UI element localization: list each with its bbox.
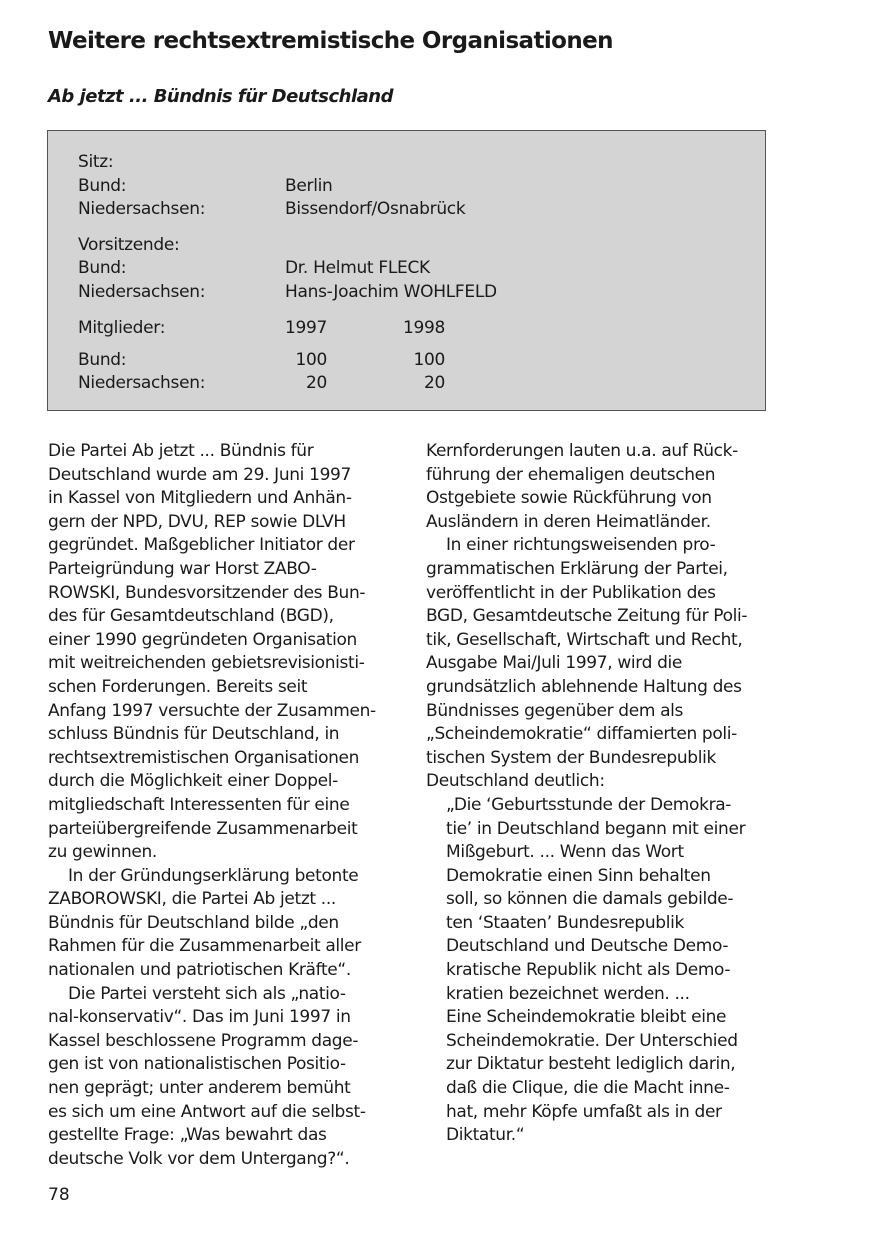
text-line: Kernforderungen lauten u.a. auf Rück- <box>426 441 738 461</box>
text-line: Bündnisses gegenüber dem als <box>426 700 684 721</box>
mg-nds-label: Niedersachsen: <box>78 373 206 393</box>
body-column-right <box>426 440 771 1148</box>
text-line: Die Partei Ab jetzt ... Bündnis für <box>48 441 314 461</box>
text-line: Eine Scheindemokratie bleibt eine <box>446 1007 727 1028</box>
vorsitz-label: Vorsitzende: <box>78 235 180 255</box>
text-line: Ausgabe Mai/Juli 1997, wird die <box>426 653 683 674</box>
mitglieder-label: Mitglieder: <box>78 318 166 338</box>
body-column-left <box>48 440 398 1171</box>
text-line: veröffentlicht in der Publikation des <box>426 582 716 603</box>
text-line: soll, so können die damals gebilde- <box>446 889 734 910</box>
text-line: durch die Möglichkeit einer Doppel- <box>48 771 338 792</box>
text-line: schen Forderungen. Bereits seit <box>48 676 308 697</box>
text-line: daß die Clique, die die Macht inne- <box>446 1078 730 1099</box>
text-line: kratische Republik nicht als Demo- <box>446 960 731 981</box>
text-line: einer 1990 gegründeten Organisation <box>48 629 357 650</box>
text-line: In einer richtungsweisenden pro- <box>446 535 716 556</box>
text-line: tik, Gesellschaft, Wirtschaft und Recht, <box>426 629 743 650</box>
text-line: mit weitreichenden gebietsrevisionisti- <box>48 653 365 674</box>
section-heading: Weitere rechtsextremistische Organisationen <box>48 28 613 54</box>
text-line: Scheindemokratie. Der Unterschied <box>446 1030 738 1051</box>
sitz-nds-label: Niedersachsen: <box>78 199 206 219</box>
text-line: Demokratie einen Sinn behalten <box>446 865 711 886</box>
text-line: Ausländern in deren Heimatländer. <box>426 511 711 532</box>
text-line: In der Gründungserklärung betonte <box>68 865 359 886</box>
vorsitz-bund-label: Bund: <box>78 258 127 278</box>
text-line: Bündnis für Deutschland bilde „den <box>48 912 339 933</box>
text-line: nen geprägt; unter anderem bemüht <box>48 1078 351 1099</box>
sitz-label: Sitz: <box>78 152 114 172</box>
text-line: Diktatur.“ <box>446 1125 525 1146</box>
text-line: mitgliedschaft Interessenten für eine <box>48 794 350 815</box>
text-line: gern der NPD, DVU, REP sowie DLVH <box>48 511 346 532</box>
mg-bund-1997: 100 <box>295 350 327 370</box>
sitz-bund-label: Bund: <box>78 176 127 196</box>
text-line: ten ‘Staaten’ Bundesrepublik <box>446 912 684 933</box>
text-line: schluss Bündnis für Deutschland, in <box>48 724 340 745</box>
organization-title: Ab jetzt ... Bündnis für Deutschland <box>48 86 393 107</box>
vorsitz-nds-value: Hans-Joachim WOHLFELD <box>285 282 497 302</box>
info-box <box>47 130 766 411</box>
text-line: Rahmen für die Zusammenarbeit aller <box>48 936 361 957</box>
vorsitz-nds-label: Niedersachsen: <box>78 282 206 302</box>
text-line: zu gewinnen. <box>48 842 157 863</box>
text-line: nationalen und patriotischen Kräfte“. <box>48 960 351 981</box>
mg-bund-label: Bund: <box>78 350 127 370</box>
text-line: ZABOROWSKI, die Partei Ab jetzt ... <box>48 889 336 910</box>
text-line: Deutschland und Deutsche Demo- <box>446 936 729 957</box>
sitz-nds-value: Bissendorf/Osnabrück <box>285 199 466 219</box>
text-line: Mißgeburt. ... Wenn das Wort <box>446 842 684 863</box>
text-line: Deutschland wurde am 29. Juni 1997 <box>48 464 351 485</box>
text-line: Anfang 1997 versuchte der Zusammen- <box>48 700 376 721</box>
text-line: führung der ehemaligen deutschen <box>426 464 716 485</box>
mg-nds-1998: 20 <box>423 373 445 393</box>
sitz-bund-value: Berlin <box>285 176 333 196</box>
text-line: deutsche Volk vor dem Untergang?“. <box>48 1148 350 1169</box>
text-line: in Kassel von Mitgliedern und Anhän- <box>48 488 352 509</box>
text-line: es sich um eine Antwort auf die selbst- <box>48 1101 366 1122</box>
text-line: Kassel beschlossene Programm dage- <box>48 1030 359 1051</box>
text-line: ROWSKI, Bundesvorsitzender des Bun- <box>48 582 366 603</box>
text-line: gegründet. Maßgeblicher Initiator der <box>48 535 355 556</box>
text-line: zur Diktatur besteht lediglich darin, <box>446 1054 736 1075</box>
text-line: tischen System der Bundesrepublik <box>426 747 716 768</box>
text-line: Die Partei versteht sich als „natio- <box>68 983 346 1004</box>
text-line: rechtsextremistischen Organisationen <box>48 747 360 768</box>
mg-bund-1998: 100 <box>413 350 445 370</box>
text-line: parteiübergreifende Zusammenarbeit <box>48 818 358 839</box>
text-line: BGD, Gesamtdeutsche Zeitung für Poli- <box>426 606 748 627</box>
text-line: nal-konservativ“. Das im Juni 1997 in <box>48 1007 351 1028</box>
page-number: 78 <box>48 1185 70 1205</box>
year-1997: 1997 <box>285 318 328 338</box>
text-line: gestellte Frage: „Was bewahrt das <box>48 1125 327 1146</box>
text-line: grundsätzlich ablehnende Haltung des <box>426 676 742 697</box>
text-line: Ostgebiete sowie Rückführung von <box>426 488 712 509</box>
year-1998: 1998 <box>403 318 446 338</box>
mg-nds-1997: 20 <box>305 373 327 393</box>
text-line: „Scheindemokratie“ diffamierten poli- <box>426 724 737 745</box>
text-line: des für Gesamtdeutschland (BGD), <box>48 606 334 627</box>
text-line: Deutschland deutlich: <box>426 771 605 792</box>
text-line: grammatischen Erklärung der Partei, <box>426 558 728 579</box>
text-line: „Die ‘Geburtsstunde der Demokra- <box>446 794 732 815</box>
text-line: tie’ in Deutschland begann mit einer <box>446 818 746 839</box>
text-line: hat, mehr Köpfe umfaßt als in der <box>446 1101 722 1122</box>
vorsitz-bund-value: Dr. Helmut FLECK <box>285 258 430 278</box>
text-line: Parteigründung war Horst ZABO- <box>48 558 317 579</box>
text-line: kratien bezeichnet werden. ... <box>446 983 690 1004</box>
text-line: gen ist von nationalistischen Positio- <box>48 1054 346 1075</box>
